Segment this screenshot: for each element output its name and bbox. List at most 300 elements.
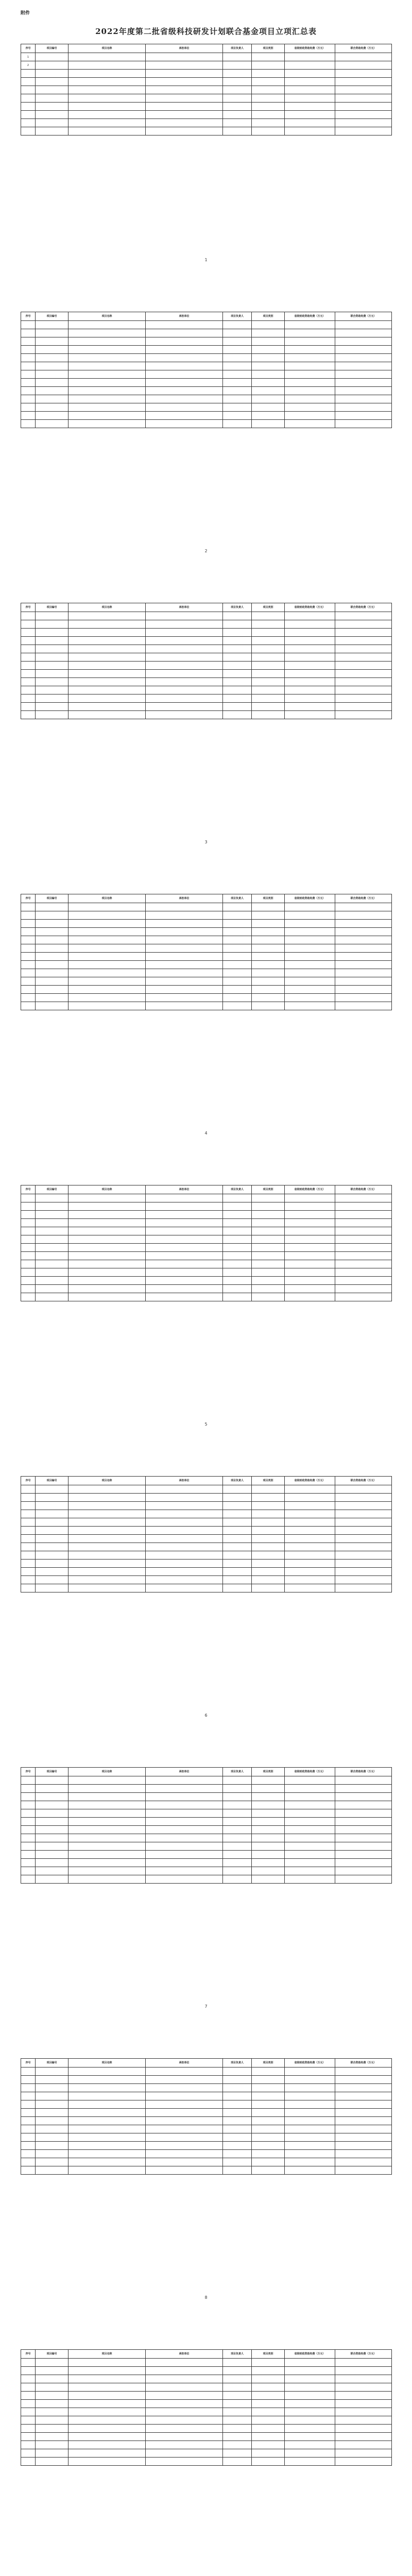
table-row bbox=[21, 645, 392, 653]
table-cell bbox=[68, 127, 146, 135]
table-cell bbox=[335, 653, 392, 662]
table-cell bbox=[285, 2433, 335, 2441]
table-cell bbox=[335, 1551, 392, 1560]
table-cell bbox=[36, 1851, 68, 1859]
table-cell bbox=[252, 686, 285, 694]
column-header: 项目编号 bbox=[36, 603, 68, 612]
table-cell bbox=[252, 2133, 285, 2142]
table-cell bbox=[21, 395, 36, 403]
project-table bbox=[21, 1476, 392, 1592]
table-cell bbox=[335, 2449, 392, 2458]
table-cell bbox=[285, 1551, 335, 1560]
table-cell bbox=[223, 1568, 252, 1576]
table-cell bbox=[223, 1293, 252, 1301]
table-cell bbox=[146, 1785, 223, 1793]
column-header: 省级财政资助经费（万元） bbox=[285, 2350, 335, 2359]
project-table bbox=[21, 44, 392, 135]
table-cell bbox=[36, 119, 68, 127]
table-cell bbox=[146, 2400, 223, 2408]
table-cell bbox=[252, 2425, 285, 2433]
table-cell bbox=[335, 994, 392, 1002]
table-cell bbox=[285, 1535, 335, 1543]
table-cell bbox=[223, 903, 252, 911]
table-cell bbox=[285, 1793, 335, 1801]
table-cell bbox=[223, 403, 252, 412]
table-cell bbox=[21, 2142, 36, 2150]
table-cell bbox=[335, 1227, 392, 1235]
table-cell bbox=[36, 1252, 68, 1260]
table-cell bbox=[252, 944, 285, 953]
column-header: 联合资助经费（万元） bbox=[335, 1768, 392, 1776]
column-header: 联合资助经费（万元） bbox=[335, 603, 392, 612]
table-cell bbox=[285, 1235, 335, 1244]
table-cell bbox=[285, 629, 335, 637]
table-cell bbox=[252, 1211, 285, 1219]
table-cell bbox=[146, 2367, 223, 2375]
table-cell bbox=[223, 354, 252, 362]
table-cell bbox=[36, 711, 68, 719]
table-row bbox=[21, 2408, 392, 2416]
table-cell bbox=[68, 1535, 146, 1543]
table-cell bbox=[252, 78, 285, 86]
table-cell bbox=[21, 1842, 36, 1851]
table-cell bbox=[21, 920, 36, 928]
table-cell bbox=[285, 379, 335, 387]
table-cell bbox=[285, 70, 335, 78]
table-cell bbox=[335, 2150, 392, 2158]
table-cell bbox=[21, 1527, 36, 1535]
table-cell bbox=[21, 387, 36, 395]
table-cell bbox=[68, 1568, 146, 1576]
table-header-row bbox=[21, 1185, 392, 1194]
table-cell bbox=[36, 1576, 68, 1584]
table-cell bbox=[223, 2392, 252, 2400]
table-cell bbox=[68, 928, 146, 936]
table-row bbox=[21, 1584, 392, 1592]
table-cell bbox=[285, 686, 335, 694]
table-cell bbox=[21, 2067, 36, 2076]
table-cell bbox=[21, 1801, 36, 1809]
table-cell bbox=[36, 53, 68, 61]
table-cell bbox=[285, 412, 335, 420]
table-cell bbox=[146, 1219, 223, 1227]
table-cell bbox=[335, 920, 392, 928]
table-cell bbox=[21, 953, 36, 961]
table-cell bbox=[21, 670, 36, 678]
table-cell bbox=[252, 2150, 285, 2158]
column-header: 项目类别 bbox=[252, 1185, 285, 1194]
table-cell bbox=[335, 1851, 392, 1859]
table-cell bbox=[285, 329, 335, 337]
table-cell bbox=[36, 637, 68, 645]
table-cell bbox=[285, 1785, 335, 1793]
document-page bbox=[0, 1455, 412, 1744]
column-header: 项目类别 bbox=[252, 312, 285, 321]
table-cell bbox=[146, 2076, 223, 2084]
table-row bbox=[21, 1518, 392, 1527]
table-row bbox=[21, 711, 392, 719]
table-cell bbox=[36, 346, 68, 354]
column-header: 序号 bbox=[21, 894, 36, 903]
table-cell bbox=[36, 2117, 68, 2125]
table-cell bbox=[335, 1002, 392, 1010]
table-row bbox=[21, 1244, 392, 1252]
table-row bbox=[21, 1543, 392, 1551]
table-cell bbox=[252, 1260, 285, 1268]
table-cell bbox=[223, 653, 252, 662]
table-cell bbox=[68, 2383, 146, 2392]
table-cell bbox=[285, 2166, 335, 2175]
column-header: 项目负责人 bbox=[223, 44, 252, 53]
table-cell bbox=[285, 53, 335, 61]
table-cell bbox=[36, 1268, 68, 1277]
table-cell bbox=[146, 370, 223, 379]
table-cell bbox=[223, 1268, 252, 1277]
table-row bbox=[21, 1252, 392, 1260]
table-cell bbox=[36, 1494, 68, 1502]
table-cell bbox=[21, 1227, 36, 1235]
table-cell bbox=[223, 370, 252, 379]
table-cell bbox=[36, 2133, 68, 2142]
table-cell bbox=[68, 354, 146, 362]
table-cell bbox=[21, 70, 36, 78]
project-table bbox=[21, 2058, 392, 2175]
table-cell bbox=[36, 969, 68, 977]
table-cell bbox=[252, 2166, 285, 2175]
table-cell bbox=[223, 78, 252, 86]
table-cell bbox=[252, 61, 285, 70]
table-row bbox=[21, 2425, 392, 2433]
table-cell bbox=[223, 1776, 252, 1785]
column-header: 省级财政资助经费（万元） bbox=[285, 44, 335, 53]
table-row bbox=[21, 620, 392, 629]
table-cell bbox=[68, 1510, 146, 1518]
table-cell bbox=[285, 2400, 335, 2408]
table-cell bbox=[36, 2458, 68, 2466]
table-cell bbox=[21, 1535, 36, 1543]
table-cell bbox=[335, 1818, 392, 1826]
table-cell bbox=[36, 629, 68, 637]
table-row bbox=[21, 936, 392, 944]
table-cell bbox=[68, 1826, 146, 1834]
table-cell bbox=[21, 1260, 36, 1268]
table-cell bbox=[146, 2383, 223, 2392]
table-cell bbox=[68, 1859, 146, 1867]
table-cell bbox=[36, 1277, 68, 1285]
table-cell bbox=[146, 1235, 223, 1244]
table-cell bbox=[36, 2125, 68, 2133]
table-cell bbox=[285, 78, 335, 86]
table-cell bbox=[146, 337, 223, 346]
table-cell bbox=[21, 354, 36, 362]
table-cell bbox=[223, 1560, 252, 1568]
column-header: 序号 bbox=[21, 2350, 36, 2359]
table-cell bbox=[335, 620, 392, 629]
column-header: 项目编号 bbox=[36, 1477, 68, 1485]
table-cell bbox=[252, 903, 285, 911]
table-cell bbox=[223, 711, 252, 719]
table-cell bbox=[36, 1260, 68, 1268]
table-cell bbox=[223, 346, 252, 354]
table-cell bbox=[252, 2142, 285, 2150]
table-cell bbox=[223, 2458, 252, 2466]
table-cell bbox=[285, 2425, 335, 2433]
table-cell bbox=[252, 2458, 285, 2466]
table-cell bbox=[285, 1826, 335, 1834]
table-cell bbox=[223, 1527, 252, 1535]
column-header: 项目负责人 bbox=[223, 1477, 252, 1485]
table-row bbox=[21, 2367, 392, 2375]
table-cell bbox=[146, 662, 223, 670]
table-cell bbox=[335, 111, 392, 119]
table-cell bbox=[335, 1202, 392, 1211]
table-cell bbox=[335, 1244, 392, 1252]
table-header-row bbox=[21, 2350, 392, 2359]
table-cell bbox=[21, 986, 36, 994]
table-row bbox=[21, 678, 392, 686]
table-cell bbox=[68, 903, 146, 911]
table-cell bbox=[68, 53, 146, 61]
table-cell bbox=[285, 1211, 335, 1219]
table-cell bbox=[146, 420, 223, 428]
table-cell bbox=[36, 953, 68, 961]
table-cell bbox=[36, 1568, 68, 1576]
table-cell bbox=[252, 1551, 285, 1560]
table-row bbox=[21, 969, 392, 977]
table-cell bbox=[252, 920, 285, 928]
table-cell bbox=[252, 1194, 285, 1202]
table-cell bbox=[223, 2367, 252, 2375]
table-cell bbox=[285, 961, 335, 969]
table-row bbox=[21, 2092, 392, 2100]
table-cell bbox=[68, 994, 146, 1002]
column-header: 项目名称 bbox=[68, 894, 146, 903]
table-cell bbox=[223, 2166, 252, 2175]
table-cell bbox=[68, 961, 146, 969]
document-page bbox=[0, 2038, 412, 2326]
table-cell bbox=[252, 620, 285, 629]
table-cell bbox=[21, 2375, 36, 2383]
table-cell bbox=[36, 362, 68, 370]
table-cell bbox=[223, 86, 252, 94]
table-cell bbox=[21, 1834, 36, 1842]
table-cell bbox=[36, 1560, 68, 1568]
table-cell bbox=[285, 1502, 335, 1510]
table-cell bbox=[36, 420, 68, 428]
table-cell bbox=[36, 1194, 68, 1202]
table-cell bbox=[223, 1859, 252, 1867]
table-row bbox=[21, 2125, 392, 2133]
table-cell bbox=[36, 2076, 68, 2084]
table-cell bbox=[21, 961, 36, 969]
column-header: 项目名称 bbox=[68, 2059, 146, 2067]
table-cell bbox=[252, 986, 285, 994]
table-cell bbox=[223, 2142, 252, 2150]
table-cell bbox=[146, 2458, 223, 2466]
table-row bbox=[21, 703, 392, 711]
table-row bbox=[21, 1551, 392, 1560]
table-row bbox=[21, 2441, 392, 2449]
table-cell bbox=[335, 2142, 392, 2150]
table-cell bbox=[335, 1785, 392, 1793]
table-cell bbox=[146, 629, 223, 637]
table-cell bbox=[335, 2441, 392, 2449]
table-cell bbox=[68, 1793, 146, 1801]
table-cell bbox=[223, 2109, 252, 2117]
table-cell bbox=[335, 70, 392, 78]
table-cell bbox=[285, 1842, 335, 1851]
table-row bbox=[21, 2392, 392, 2400]
table-cell bbox=[285, 1277, 335, 1285]
table-cell bbox=[285, 936, 335, 944]
table-cell bbox=[146, 928, 223, 936]
column-header: 省级财政资助经费（万元） bbox=[285, 1477, 335, 1485]
table-cell bbox=[36, 920, 68, 928]
table-cell bbox=[21, 2158, 36, 2166]
column-header: 项目编号 bbox=[36, 2350, 68, 2359]
table-row bbox=[21, 61, 392, 70]
table-cell bbox=[68, 61, 146, 70]
table-cell bbox=[285, 1560, 335, 1568]
table-cell bbox=[252, 977, 285, 986]
column-header: 项目负责人 bbox=[223, 2059, 252, 2067]
table-cell bbox=[36, 2408, 68, 2416]
table-cell bbox=[36, 703, 68, 711]
table-row bbox=[21, 2375, 392, 2383]
table-cell bbox=[285, 2084, 335, 2092]
table-cell bbox=[21, 686, 36, 694]
column-header: 省级财政资助经费（万元） bbox=[285, 2059, 335, 2067]
table-cell bbox=[252, 1543, 285, 1551]
document-page bbox=[0, 0, 412, 289]
table-cell bbox=[252, 2433, 285, 2441]
table-cell bbox=[146, 1568, 223, 1576]
table-cell bbox=[21, 103, 36, 111]
table-cell bbox=[252, 612, 285, 620]
table-cell bbox=[146, 70, 223, 78]
table-cell bbox=[68, 2076, 146, 2084]
table-cell bbox=[146, 1202, 223, 1211]
table-cell bbox=[223, 1227, 252, 1235]
table-cell bbox=[223, 1584, 252, 1592]
table-cell bbox=[36, 2375, 68, 2383]
table-row bbox=[21, 1211, 392, 1219]
table-cell bbox=[285, 2359, 335, 2367]
page-number: 3 bbox=[204, 840, 208, 844]
table-row bbox=[21, 1502, 392, 1510]
table-cell bbox=[335, 362, 392, 370]
column-header: 承担单位 bbox=[146, 1185, 223, 1194]
table-cell bbox=[146, 694, 223, 703]
table-cell bbox=[252, 653, 285, 662]
table-cell bbox=[68, 2125, 146, 2133]
table-cell bbox=[21, 637, 36, 645]
table-cell bbox=[146, 119, 223, 127]
table-cell bbox=[285, 86, 335, 94]
table-cell bbox=[21, 1809, 36, 1818]
table-cell bbox=[223, 1826, 252, 1834]
table-cell bbox=[146, 61, 223, 70]
table-cell bbox=[21, 2458, 36, 2466]
table-cell bbox=[335, 86, 392, 94]
table-cell bbox=[36, 2084, 68, 2092]
column-header: 项目名称 bbox=[68, 603, 146, 612]
table-cell bbox=[252, 1851, 285, 1859]
table-cell bbox=[335, 1518, 392, 1527]
table-cell bbox=[146, 911, 223, 920]
table-header-row bbox=[21, 44, 392, 53]
table-cell bbox=[335, 2076, 392, 2084]
table-cell bbox=[223, 694, 252, 703]
table-cell bbox=[285, 703, 335, 711]
table-cell bbox=[252, 86, 285, 94]
table-cell bbox=[223, 1202, 252, 1211]
table-cell bbox=[223, 645, 252, 653]
table-cell bbox=[36, 61, 68, 70]
table-row bbox=[21, 612, 392, 620]
table-cell bbox=[223, 994, 252, 1002]
table-cell bbox=[223, 670, 252, 678]
table-cell bbox=[21, 944, 36, 953]
table-cell bbox=[252, 2400, 285, 2408]
table-cell bbox=[146, 1227, 223, 1235]
table-cell bbox=[36, 1867, 68, 1875]
table-cell bbox=[21, 2125, 36, 2133]
table-cell bbox=[335, 1543, 392, 1551]
table-cell bbox=[68, 645, 146, 653]
table-cell bbox=[21, 1518, 36, 1527]
column-header: 项目类别 bbox=[252, 894, 285, 903]
table-cell bbox=[36, 936, 68, 944]
table-row bbox=[21, 686, 392, 694]
column-header: 项目负责人 bbox=[223, 894, 252, 903]
table-cell bbox=[285, 2092, 335, 2100]
table-row bbox=[21, 370, 392, 379]
table-cell bbox=[36, 412, 68, 420]
table-cell bbox=[146, 1277, 223, 1285]
table-cell bbox=[223, 111, 252, 119]
table-cell bbox=[223, 686, 252, 694]
table-cell bbox=[335, 103, 392, 111]
table-row bbox=[21, 1785, 392, 1793]
table-cell bbox=[146, 1211, 223, 1219]
table-cell bbox=[252, 70, 285, 78]
table-cell bbox=[252, 2367, 285, 2375]
column-header: 联合资助经费（万元） bbox=[335, 1477, 392, 1485]
table-cell bbox=[223, 119, 252, 127]
table-cell bbox=[146, 1543, 223, 1551]
table-cell bbox=[285, 1875, 335, 1884]
table-cell bbox=[146, 1268, 223, 1277]
table-cell bbox=[252, 1535, 285, 1543]
table-row bbox=[21, 1560, 392, 1568]
table-cell bbox=[285, 612, 335, 620]
table-row bbox=[21, 670, 392, 678]
table-cell bbox=[223, 936, 252, 944]
table-row bbox=[21, 977, 392, 986]
table-cell bbox=[252, 1527, 285, 1535]
table-cell bbox=[252, 678, 285, 686]
table-cell bbox=[223, 637, 252, 645]
table-cell bbox=[252, 1859, 285, 1867]
table-cell bbox=[146, 1527, 223, 1535]
table-cell bbox=[252, 1219, 285, 1227]
table-cell bbox=[36, 1535, 68, 1543]
table-cell bbox=[146, 637, 223, 645]
column-header: 承担单位 bbox=[146, 1477, 223, 1485]
table-cell bbox=[36, 612, 68, 620]
page-number: 6 bbox=[204, 1713, 208, 1718]
